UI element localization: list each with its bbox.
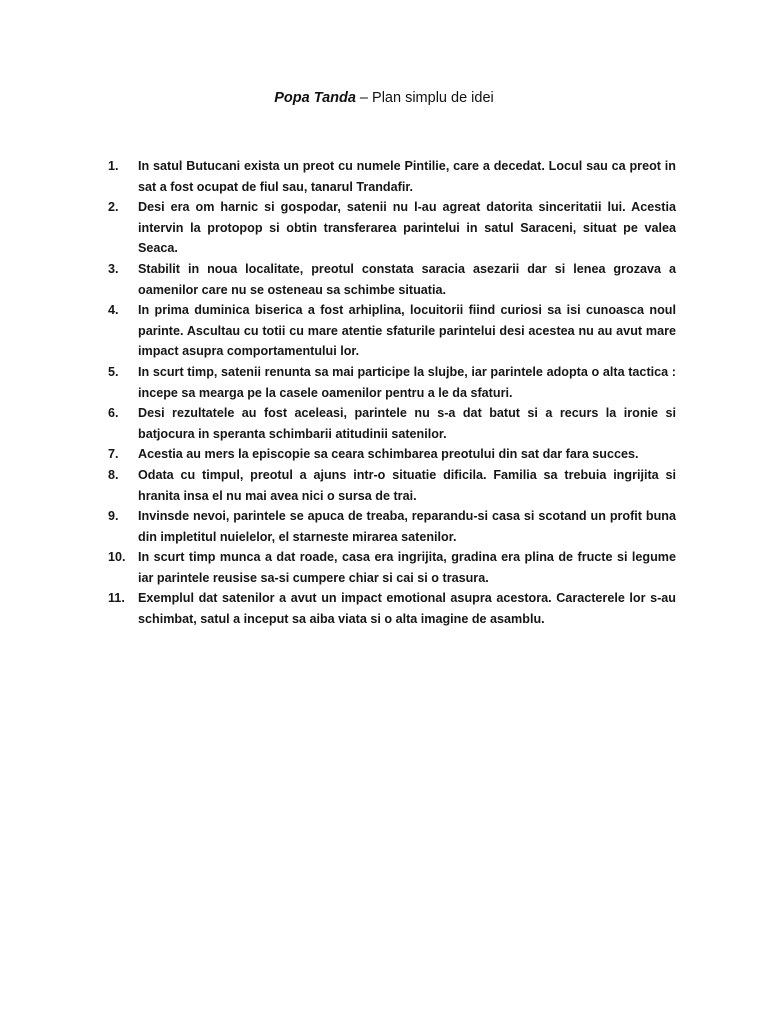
list-item-number: 6. — [108, 406, 119, 421]
list-item-text: Odata cu timpul, preotul a ajuns intr-o situatie dificila. Familia sa trebuia ingrijita si hranita insa el nu mai avea nici o sursa de trai. — [138, 467, 676, 503]
list-item-number: 2. — [108, 200, 119, 215]
list-item-text: Exemplul dat satenilor a avut un impact emotional asupra acestora. Caracterele lor s-au schimbat, satul a inceput sa aiba viata si o alta imagine de asamblu. — [138, 591, 676, 627]
list-item-text: In scurt timp munca a dat roade, casa era ingrijita, gradina era plina de fructe si legume iar parintele reusise sa-si cumpere chiar si cai si o trasura. — [138, 550, 676, 585]
list-item — [108, 259, 676, 300]
list-item-text: Invinsde nevoi, parintele se apuca de treaba, reparandu-si casa si scotand un profit buna din impletitul nuielelor, el starneste mirarea satenilor. — [138, 509, 676, 544]
list-item — [108, 588, 676, 629]
list-item — [108, 506, 676, 547]
list-item-number: 10. — [108, 550, 126, 565]
list-item-text: In scurt timp, satenii renunta sa mai participe la slujbe, iar parintele adopta o alta tactica : incepe sa mearga pe la casele oamenilor pentru a le da sfaturi. — [138, 364, 676, 400]
list-item-number: 7. — [108, 447, 119, 462]
list-item-text: In satul Butucani exista un preot cu numele Pintilie, care a decedat. Locul sau ca preot in sat a fost ocupat de fiul sau, tanarul Trandafir. — [138, 159, 676, 194]
list-item-number: 3. — [108, 261, 119, 276]
list-item-text: In prima duminica biserica a fost arhiplina, locuitorii fiind curiosi sa isi cunoasca noul parinte. Ascultau cu totii cu mare atentie sfaturile parintelui desi acestea nu au avut mare impact asupra comportamentului lor. — [138, 303, 676, 359]
list-item — [108, 444, 676, 465]
list-item-text: Desi rezultatele au fost aceleasi, parintele nu s-a dat batut si a recurs la ironie si batjocura in speranta schimbarii atitudinii satenilor. — [138, 406, 676, 441]
list-item-number: 4. — [108, 303, 119, 318]
ideas-list — [108, 156, 676, 630]
list-item-number: 11. — [108, 591, 125, 606]
list-item-text: Desi era om harnic si gospodar, satenii nu l-au agreat datorita sinceritatii lui. Acestia intervin la protopop si obtin transferarea parintelui in satul Saraceni, situat pe valea Seaca. — [138, 200, 676, 256]
list-item-number: 8. — [108, 467, 119, 482]
title-italic-part: Popa Tanda — [274, 90, 356, 106]
list-item — [108, 465, 676, 506]
list-item-number: 5. — [108, 364, 119, 379]
list-item-number: 9. — [108, 509, 119, 524]
list-item-text: Stabilit in noua localitate, preotul constata saracia asezarii dar si lenea grozava a oamenilor care nu se osteneau sa schimbe situatia. — [138, 261, 676, 297]
list-item — [108, 362, 676, 403]
list-item — [108, 547, 676, 588]
list-item-text: Acestia au mers la episcopie sa ceara schimbarea preotului din sat dar fara succes. — [138, 447, 639, 462]
list-item-number: 1. — [108, 159, 119, 173]
list-item — [108, 300, 676, 362]
list-item — [108, 403, 676, 444]
title-rest-part: – Plan simplu de idei — [355, 90, 494, 106]
document-title — [0, 88, 768, 108]
list-item — [108, 197, 676, 259]
list-item — [108, 156, 676, 197]
